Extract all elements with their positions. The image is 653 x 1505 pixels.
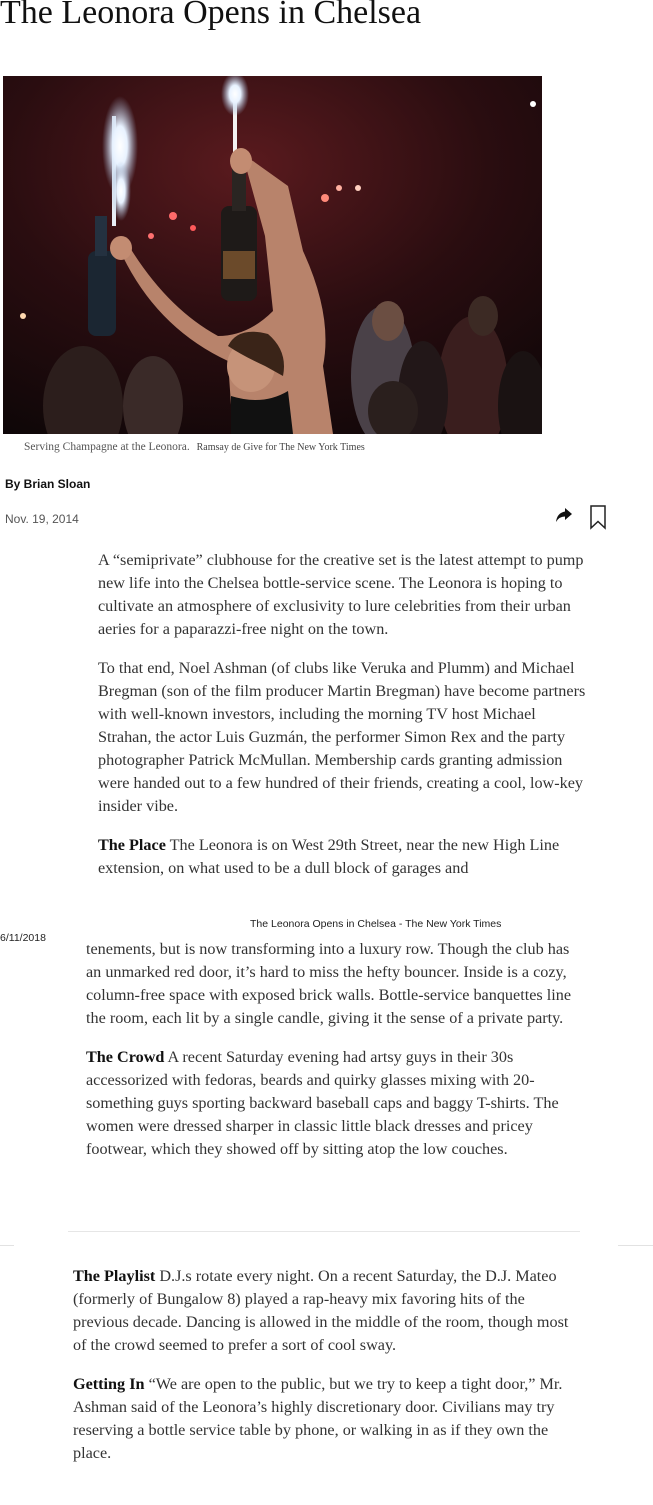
caption-text: Serving Champagne at the Leonora.	[24, 441, 190, 453]
print-page-title: The Leonora Opens in Chelsea - The New York Times	[250, 918, 502, 930]
print-page-date: 6/11/2018	[0, 932, 46, 944]
paragraph: A “semiprivate” clubhouse for the creative set is the latest attempt to pump new life into the Chelsea bottle-service scene. The Leonora is hoping to cultivate an atmosphere of exclusivity to lure celebrities from their urban aeries for a paparazzi-free night on the town.	[98, 551, 584, 638]
section-lead: The Place	[98, 836, 166, 854]
section-lead: Getting In	[73, 1375, 145, 1393]
article-body-page2	[86, 938, 578, 1177]
bookmark-icon[interactable]	[589, 505, 607, 530]
share-icon[interactable]	[555, 507, 573, 523]
section-lead: The Playlist	[73, 1267, 156, 1285]
article-body-page3	[73, 1265, 573, 1481]
paragraph: tenements, but is now transforming into a luxury row. Though the club has an unmarked red door, it’s hard to miss the hefty bouncer. Inside is a cozy, column-free space with exposed brick walls. Bottle-service banquettes line the room, each lit by a single candle, giving it the sense of a private party.	[86, 940, 572, 1027]
publish-date: Nov. 19, 2014	[5, 512, 79, 526]
section-lead: The Crowd	[86, 1048, 165, 1066]
headline: The Leonora Opens in Chelsea	[0, 0, 422, 31]
article-body-page1	[98, 549, 588, 896]
paragraph: To that end, Noel Ashman (of clubs like Veruka and Plumm) and Michael Bregman (son of the film producer Martin Bregman) have become partners with well-known investors, including the morning TV host Michael Strahan, the actor Luis Guzmán, the performer Simon Rex and the party photographer Patrick McMullan. Membership cards granting admission were handed out to a few hundred of their friends, creating a cool, low-key insider vibe.	[98, 659, 586, 815]
byline: By Brian Sloan	[5, 477, 91, 491]
paragraph: The Place The Leonora is on West 29th Street, near the new High Line extension, on what used to be a dull block of garages and	[98, 836, 560, 877]
paragraph: The Playlist D.J.s rotate every night. On a recent Saturday, the D.J. Mateo (formerly of Bungalow 8) played a rap-heavy mix favoring hits of the previous decade. Dancing is allowed in the middle of the room, though most of the crowd seemed to prefer a sort of cool sway.	[73, 1267, 569, 1354]
photo-credit: Ramsay de Give for The New York Times	[196, 442, 365, 453]
article-photo	[3, 76, 542, 434]
divider	[0, 1245, 14, 1246]
divider	[618, 1245, 653, 1246]
photo-caption	[24, 441, 365, 453]
paragraph: Getting In “We are open to the public, but we try to keep a tight door,” Mr. Ashman said of the Leonora’s highly discretionary door. Civilians may try reserving a bottle service table by phone, or walking in as if they own the place.	[73, 1375, 563, 1462]
divider	[68, 1231, 580, 1232]
paragraph: The Crowd A recent Saturday evening had artsy guys in their 30s accessorized with fedoras, beards and quirky glasses mixing with 20-something guys sporting backward baseball caps and baggy T-shirts. The women were dressed sharper in classic little black dresses and pricey footwear, which they showed off by sitting atop the low couches.	[86, 1048, 559, 1158]
